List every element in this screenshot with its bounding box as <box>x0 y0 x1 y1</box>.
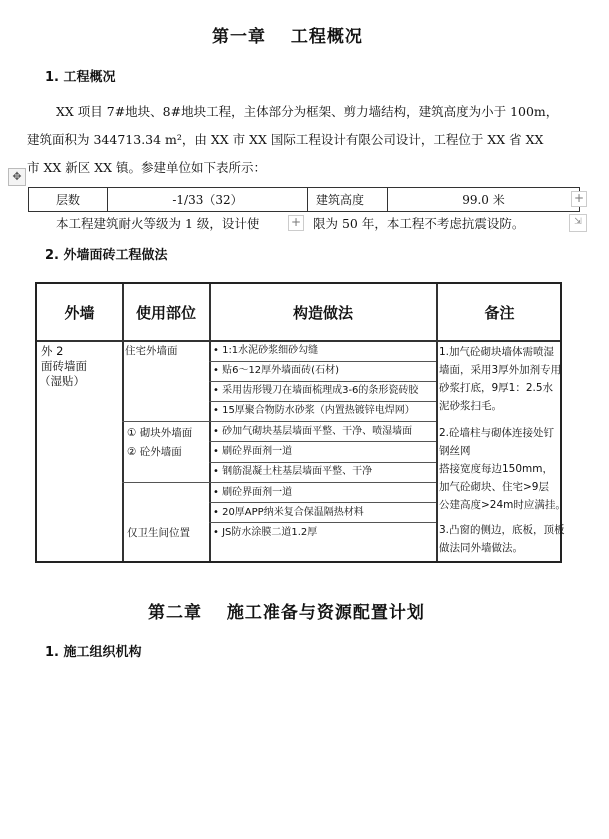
wall-type-line: （湿贴） <box>39 374 85 388</box>
remark-line: 1.加气砼砌块墙体需喷湿 <box>439 346 555 358</box>
remark-line: 钢丝网 <box>439 445 471 457</box>
fire-rating-line-part2: 限为 50 年，本工程不考虑抗震设防。 <box>313 216 525 231</box>
remark-line: 做法同外墙做法。 <box>439 542 523 554</box>
remark-line: 公建高度>24m时应满挂。 <box>439 499 566 511</box>
location-bathroom: 仅卫生间位置 <box>127 527 190 539</box>
height-label-cell[interactable]: 建筑高度 <box>308 188 388 212</box>
floors-value-cell[interactable]: -1/33（32） <box>108 188 308 212</box>
construction-step: • JS防水涂膜二道1.2厚 <box>213 527 318 538</box>
construction-step: • 刷砼界面剂一道 <box>213 487 293 498</box>
chapter-title: 第一章 工程概况 <box>212 27 363 47</box>
table-resize-handle-icon[interactable]: ⇲ <box>569 214 587 232</box>
construction-step: • 1:1水泥砂浆细砂勾缝 <box>213 345 319 356</box>
remark-line: 加气砼砌块、住宅>9层 <box>439 481 549 493</box>
wall-type-line: 外 2 <box>41 344 64 358</box>
remark-line: 泥砂浆扫毛。 <box>439 400 502 412</box>
construction-step: • 砂加气砌块基层墙面平整、干净、喷湿墙面 <box>213 426 413 437</box>
header-location: 使用部位 <box>135 304 196 322</box>
section-heading-organization: 1. 施工组织机构 <box>45 645 142 660</box>
chapter-title: 第二章 施工准备与资源配置计划 <box>148 603 425 623</box>
project-info-table <box>28 187 580 212</box>
wall-type-line: 面砖墙面 <box>41 359 87 373</box>
remark-line: 墙面，采用3厚外加剂专用 <box>439 364 562 376</box>
add-column-button[interactable]: + <box>571 191 587 207</box>
table-move-handle-icon[interactable]: ✥ <box>8 168 26 186</box>
fire-rating-line-part1: 本工程建筑耐火等级为 1 级，设计使 <box>56 216 260 231</box>
header-construction: 构造做法 <box>292 304 353 322</box>
intro-line-1: XX 项目 7#地块、8#地块工程，主体部分为框架、剪力墙结构，建筑高度为小于 100m， <box>56 104 559 119</box>
header-remarks: 备注 <box>484 304 515 322</box>
construction-step: • 20厚APP纳米复合保温隔热材料 <box>213 507 364 518</box>
remark-line: 2.砼墙柱与砌体连接处钉 <box>439 427 555 439</box>
remark-line: 3.凸窗的侧边，底板，顶板 <box>439 524 565 536</box>
remark-line: 搭接宽度每边150mm， <box>439 463 553 475</box>
table-row <box>29 188 580 212</box>
construction-step: • 采用齿形镘刀在墙面梳理成3-6的条形瓷砖胶 <box>213 385 419 396</box>
floors-label-cell[interactable]: 层数 <box>29 188 108 212</box>
section-heading-overview: 1. 工程概况 <box>45 70 116 85</box>
construction-step: • 15厚聚合物防水砂浆（内置热镀锌电焊网） <box>213 405 415 416</box>
intro-line-2: 建筑面积为 344713.34 m²，由 XX 市 XX 国际工程设计有限公司设计，工程位于 XX 省 XX <box>27 132 544 147</box>
facade-practice-table <box>35 282 566 563</box>
height-value-cell[interactable]: 99.0 米 <box>388 188 580 212</box>
construction-step: • 钢筋混凝土柱基层墙面平整、干净 <box>213 466 373 477</box>
location-residential: 住宅外墙面 <box>125 345 178 357</box>
intro-line-3: 市 XX 新区 XX 镇。参建单位如下表所示： <box>27 160 266 175</box>
remark-line: 砂浆打底，9厚1：2.5水 <box>439 382 554 394</box>
location-block-wall: ① 砌块外墙面 <box>127 427 193 439</box>
construction-step: • 贴6～12厚外墙面砖(石材) <box>213 365 339 376</box>
location-concrete-wall: ② 砼外墙面 <box>127 446 182 458</box>
add-row-button[interactable]: + <box>288 215 304 231</box>
section-heading-facade: 2. 外墙面砖工程做法 <box>45 248 168 263</box>
construction-step: • 刷砼界面剂一道 <box>213 446 293 457</box>
header-wall: 外墙 <box>64 304 95 322</box>
